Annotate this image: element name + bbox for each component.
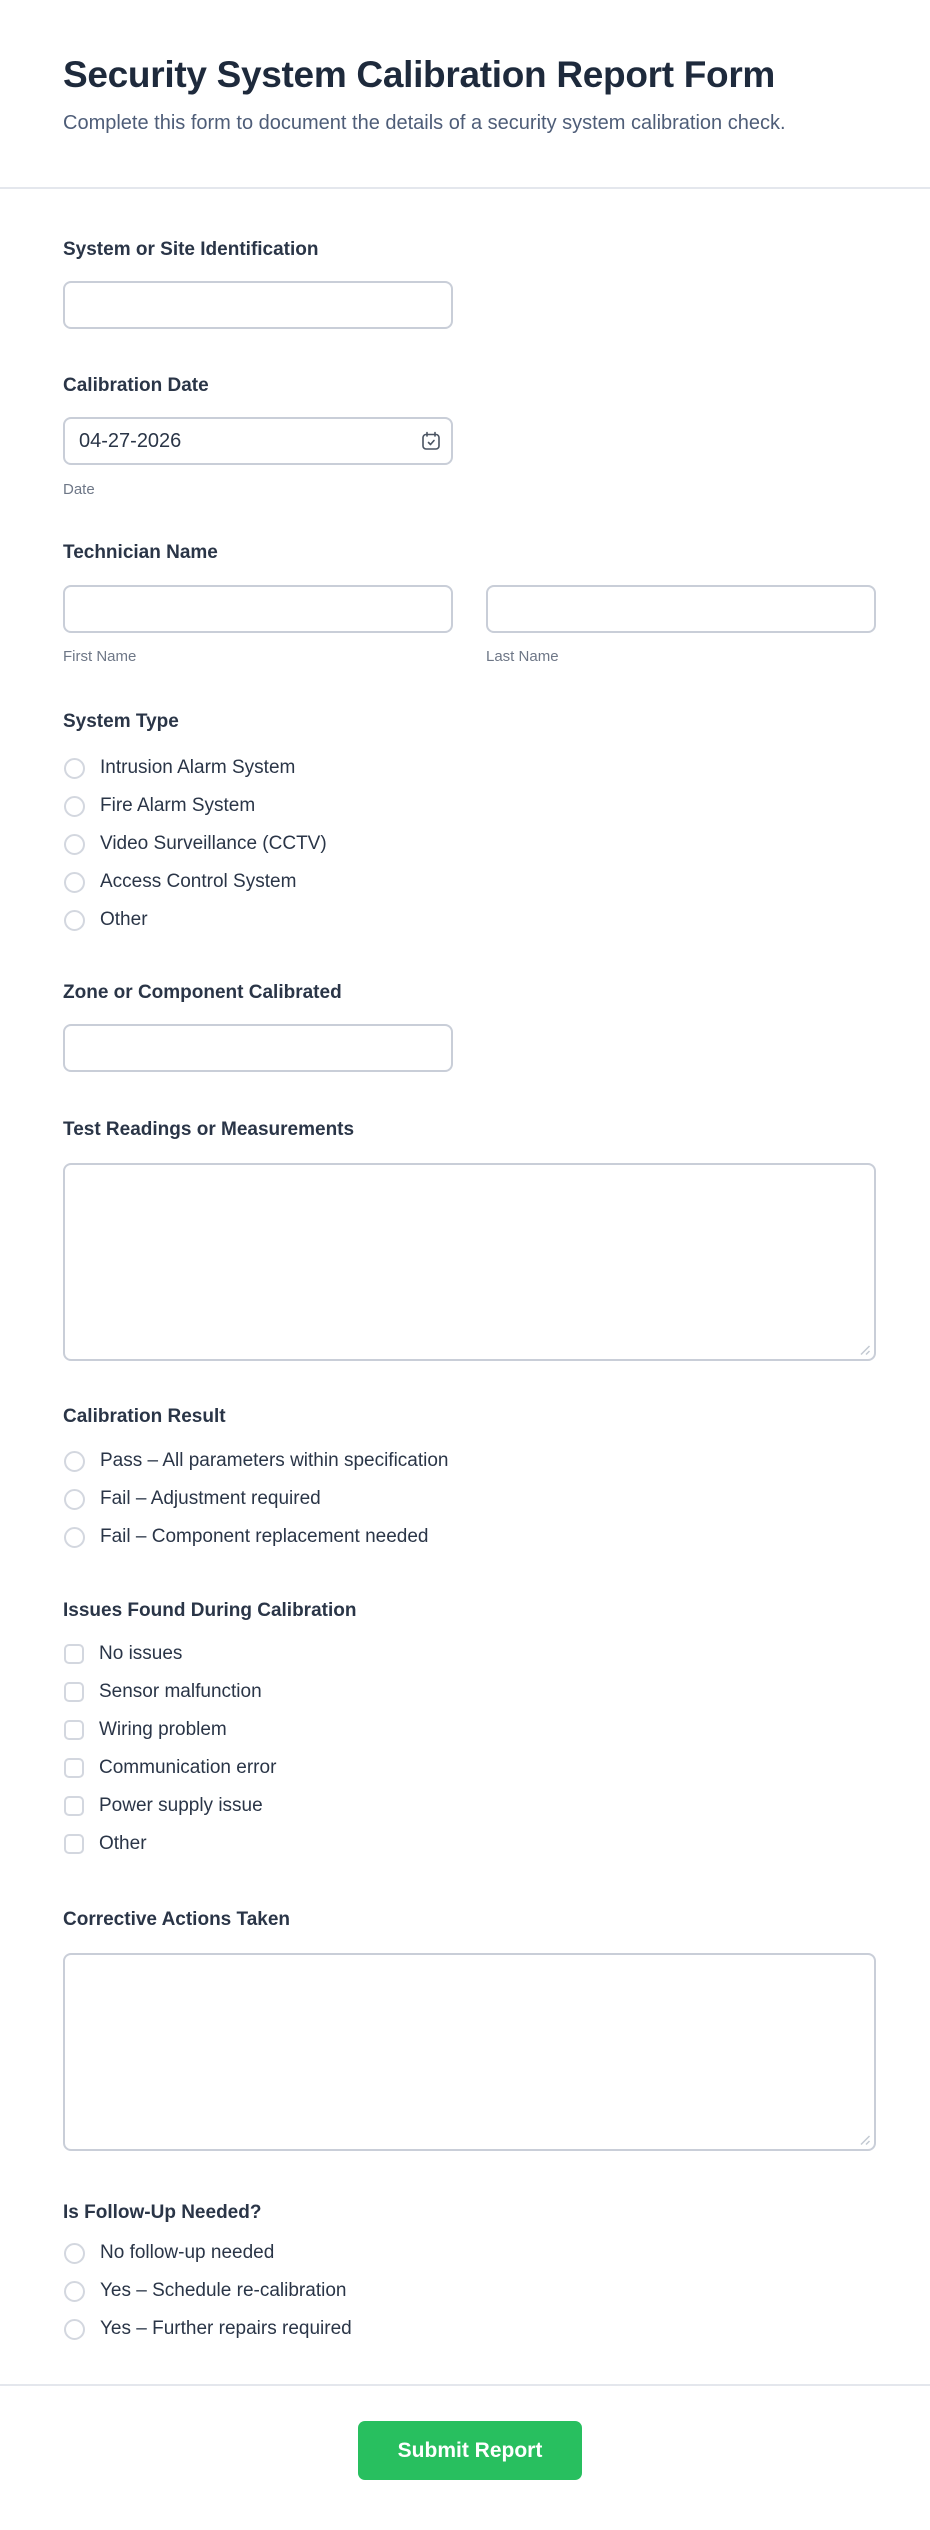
system-type-label: System Type xyxy=(63,711,179,732)
checkbox-icon[interactable] xyxy=(64,1644,84,1664)
resize-corner-icon[interactable] xyxy=(858,1343,871,1356)
checkbox-option-label: Sensor malfunction xyxy=(99,1681,262,1702)
radio-icon[interactable] xyxy=(64,2319,85,2340)
checkbox-option-label: Wiring problem xyxy=(99,1719,227,1740)
radio-option-fire-alarm[interactable] xyxy=(63,787,327,825)
system-type-group xyxy=(63,749,327,939)
radio-option-fail-adjustment[interactable] xyxy=(63,1480,449,1518)
first-name-sublabel: First Name xyxy=(63,648,137,665)
checkbox-option-power-supply[interactable] xyxy=(63,1787,276,1825)
checkbox-option-wiring-problem[interactable] xyxy=(63,1711,276,1749)
radio-icon[interactable] xyxy=(64,2281,85,2302)
checkbox-icon[interactable] xyxy=(64,1796,84,1816)
checkbox-option-label: Communication error xyxy=(99,1757,277,1778)
header-divider xyxy=(0,187,930,189)
radio-option-system-other[interactable] xyxy=(63,901,327,939)
radio-option-label: Fire Alarm System xyxy=(100,795,256,816)
calibration-result-label: Calibration Result xyxy=(63,1406,226,1427)
calibration-result-group xyxy=(63,1442,449,1556)
issues-group xyxy=(63,1635,276,1863)
technician-name-label: Technician Name xyxy=(63,542,218,563)
page-subtitle: Complete this form to document the details of a security system calibration check. xyxy=(63,112,786,134)
corrective-actions-label: Corrective Actions Taken xyxy=(63,1909,291,1930)
checkbox-icon[interactable] xyxy=(64,1720,84,1740)
follow-up-group xyxy=(63,2234,352,2348)
first-name-input[interactable] xyxy=(63,585,453,633)
corrective-actions-field xyxy=(63,1953,876,2151)
radio-option-label: Yes – Further repairs required xyxy=(100,2318,352,2339)
footer-divider xyxy=(0,2384,930,2386)
radio-icon[interactable] xyxy=(64,834,85,855)
radio-option-schedule-recalibration[interactable] xyxy=(63,2272,352,2310)
calibration-date-field xyxy=(63,417,453,465)
radio-option-label: Intrusion Alarm System xyxy=(100,757,296,778)
corrective-actions-textarea[interactable] xyxy=(63,1953,876,2151)
site-id-label: System or Site Identification xyxy=(63,239,319,260)
radio-option-fail-replacement[interactable] xyxy=(63,1518,449,1556)
radio-option-label: Access Control System xyxy=(100,871,297,892)
zone-label: Zone or Component Calibrated xyxy=(63,982,342,1003)
radio-option-label: No follow-up needed xyxy=(100,2242,275,2263)
radio-option-label: Fail – Component replacement needed xyxy=(100,1526,429,1547)
radio-icon[interactable] xyxy=(64,1489,85,1510)
radio-option-label: Other xyxy=(100,909,148,930)
resize-corner-icon[interactable] xyxy=(858,2133,871,2146)
date-sublabel: Date xyxy=(63,481,95,498)
checkbox-icon[interactable] xyxy=(64,1682,84,1702)
zone-input[interactable] xyxy=(63,1024,453,1072)
radio-icon[interactable] xyxy=(64,1527,85,1548)
issues-label: Issues Found During Calibration xyxy=(63,1600,357,1621)
checkbox-option-issues-other[interactable] xyxy=(63,1825,276,1863)
site-id-input[interactable] xyxy=(63,281,453,329)
checkbox-option-sensor-malfunction[interactable] xyxy=(63,1673,276,1711)
checkbox-icon[interactable] xyxy=(64,1834,84,1854)
checkbox-option-label: Other xyxy=(99,1833,147,1854)
test-readings-field xyxy=(63,1163,876,1361)
radio-icon[interactable] xyxy=(64,1451,85,1472)
page-title: Security System Calibration Report Form xyxy=(63,54,776,95)
last-name-input[interactable] xyxy=(486,585,876,633)
radio-option-label: Yes – Schedule re-calibration xyxy=(100,2280,347,2301)
radio-option-pass[interactable] xyxy=(63,1442,449,1480)
radio-option-intrusion-alarm[interactable] xyxy=(63,749,327,787)
checkbox-option-communication-error[interactable] xyxy=(63,1749,276,1787)
radio-option-further-repairs[interactable] xyxy=(63,2310,352,2348)
last-name-sublabel: Last Name xyxy=(486,648,559,665)
radio-option-no-follow-up[interactable] xyxy=(63,2234,352,2272)
checkbox-icon[interactable] xyxy=(64,1758,84,1778)
radio-icon[interactable] xyxy=(64,872,85,893)
checkbox-option-no-issues[interactable] xyxy=(63,1635,276,1673)
test-readings-label: Test Readings or Measurements xyxy=(63,1119,355,1140)
radio-icon[interactable] xyxy=(64,796,85,817)
calibration-date-label: Calibration Date xyxy=(63,375,209,396)
checkbox-option-label: No issues xyxy=(99,1643,183,1664)
checkbox-option-label: Power supply issue xyxy=(99,1795,263,1816)
follow-up-label: Is Follow-Up Needed? xyxy=(63,2202,262,2223)
calibration-date-input[interactable] xyxy=(63,417,453,465)
radio-icon[interactable] xyxy=(64,910,85,931)
radio-option-access-control[interactable] xyxy=(63,863,327,901)
radio-option-label: Video Surveillance (CCTV) xyxy=(100,833,327,854)
radio-icon[interactable] xyxy=(64,758,85,779)
radio-icon[interactable] xyxy=(64,2243,85,2264)
submit-report-button[interactable]: Submit Report xyxy=(358,2421,582,2480)
radio-option-video-surveillance[interactable] xyxy=(63,825,327,863)
test-readings-textarea[interactable] xyxy=(63,1163,876,1361)
radio-option-label: Fail – Adjustment required xyxy=(100,1488,321,1509)
radio-option-label: Pass – All parameters within specification xyxy=(100,1450,449,1471)
